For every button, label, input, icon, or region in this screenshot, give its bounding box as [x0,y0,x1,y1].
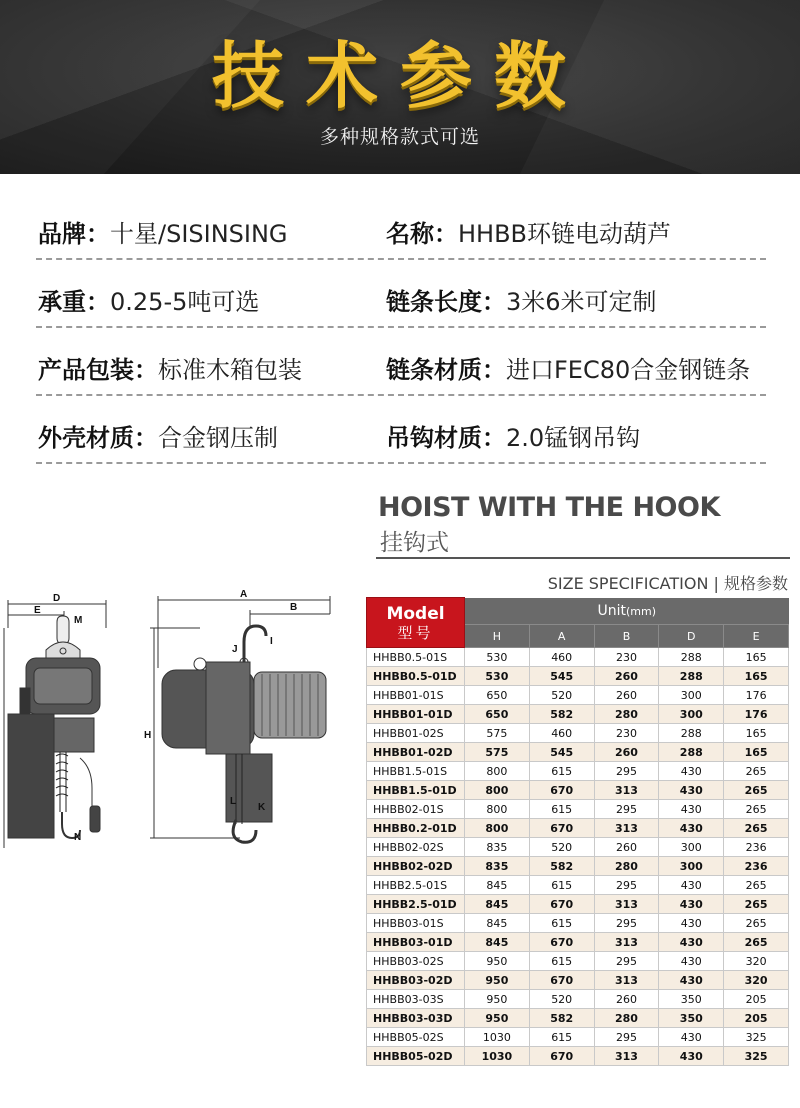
dimension-cell: 615 [529,762,594,781]
dimension-cell: 950 [465,952,530,971]
table-row [367,838,789,857]
dim-label-d: D [53,593,61,604]
section-divider [376,557,790,559]
model-cell: HHBB0.5-01D [367,667,465,686]
model-cell: HHBB01-01S [367,686,465,705]
dimension-cell: 800 [465,781,530,800]
table-row [367,971,789,990]
table-row [367,781,789,800]
dim-label-e: E [34,605,41,616]
dimension-cell: 545 [529,667,594,686]
table-row [367,1009,789,1028]
dim-label-a: A [240,589,248,600]
dimension-cell: 430 [659,952,724,971]
dimension-cell: 313 [594,819,659,838]
dimension-cell: 835 [465,857,530,876]
dimension-cell: 670 [529,971,594,990]
dimension-cell: 582 [529,705,594,724]
unit-header: Unit(mm) [465,598,789,625]
dimension-cell: 230 [594,648,659,667]
model-cell: HHBB03-02D [367,971,465,990]
size-spec-table [366,597,789,1066]
dimension-cell: 288 [659,667,724,686]
dimension-cell: 430 [659,800,724,819]
dimension-cell: 670 [529,819,594,838]
dimension-cell: 295 [594,762,659,781]
dimension-cell: 165 [724,743,789,762]
dimension-cell: 845 [465,895,530,914]
dimension-cell: 835 [465,838,530,857]
dimension-cell: 800 [465,762,530,781]
dimension-cell: 265 [724,819,789,838]
table-row [367,914,789,933]
dimension-cell: 430 [659,781,724,800]
dimension-cell: 670 [529,895,594,914]
dimension-cell: 582 [529,857,594,876]
spec-chain-material: 链条材质：进口FEC80合金钢链条 [386,356,751,384]
dimension-cell: 460 [529,724,594,743]
hoist-dimension-drawing [0,588,362,858]
dimension-cell: 530 [465,648,530,667]
dimension-cell: 545 [529,743,594,762]
dimension-cell: 260 [594,990,659,1009]
dimension-cell: 430 [659,895,724,914]
dimension-cell: 313 [594,971,659,990]
dimension-cell: 650 [465,686,530,705]
model-cell: HHBB03-03D [367,1009,465,1028]
dimension-cell: 313 [594,895,659,914]
dimension-cell: 670 [529,933,594,952]
dimension-cell: 265 [724,914,789,933]
section-subtitle: 挂钩式 [380,530,449,556]
spec-row [36,396,766,464]
dim-label-h: H [144,730,152,741]
model-header: Model 型号 [367,598,465,648]
table-row [367,819,789,838]
model-cell: HHBB2.5-01S [367,876,465,895]
table-row [367,990,789,1009]
dimension-cell: 430 [659,762,724,781]
table-row [367,895,789,914]
dimension-cell: 265 [724,781,789,800]
dimension-cell: 1030 [465,1028,530,1047]
dimension-cell: 845 [465,876,530,895]
model-cell: HHBB2.5-01D [367,895,465,914]
dimension-cell: 530 [465,667,530,686]
table-row [367,762,789,781]
dim-label-l: L [230,796,237,807]
dimension-cell: 615 [529,1028,594,1047]
side-view-drawing [150,596,330,842]
dimension-cell: 288 [659,724,724,743]
column-header: A [529,625,594,648]
column-header: B [594,625,659,648]
spec-row [36,328,766,396]
dimension-cell: 670 [529,1047,594,1066]
dimension-cell: 800 [465,800,530,819]
header-banner [0,0,800,174]
dim-label-n: N [74,832,82,843]
dimension-cell: 845 [465,933,530,952]
dimension-cell: 165 [724,648,789,667]
table-row [367,686,789,705]
dimension-cell: 950 [465,971,530,990]
dimension-cell: 670 [529,781,594,800]
table-row [367,1028,789,1047]
dimension-cell: 430 [659,819,724,838]
page-subtitle: 多种规格款式可选 [319,126,480,148]
dimension-cell: 165 [724,667,789,686]
dimension-cell: 460 [529,648,594,667]
front-view-drawing [4,600,106,848]
dimension-cell: 300 [659,705,724,724]
dimension-cell: 265 [724,762,789,781]
dimension-cell: 265 [724,876,789,895]
dim-label-j: J [232,644,238,655]
model-cell: HHBB03-01S [367,914,465,933]
table-row [367,800,789,819]
table-row [367,648,789,667]
spec-packaging: 产品包装：标准木箱包装 [38,356,302,384]
dimension-cell: 165 [724,724,789,743]
dimension-cell: 615 [529,876,594,895]
dimension-cell: 313 [594,933,659,952]
dimension-cell: 236 [724,857,789,876]
model-cell: HHBB05-02S [367,1028,465,1047]
table-row [367,876,789,895]
spec-hook-material: 吊钩材质：2.0锰钢吊钩 [386,424,641,452]
model-cell: HHBB1.5-01S [367,762,465,781]
dimension-cell: 295 [594,914,659,933]
spec-row [36,192,766,260]
dimension-cell: 230 [594,724,659,743]
dimension-cell: 430 [659,971,724,990]
dimension-cell: 320 [724,952,789,971]
dimension-cell: 295 [594,952,659,971]
dimension-cell: 295 [594,1028,659,1047]
model-cell: HHBB03-02S [367,952,465,971]
spec-chain-length: 链条长度：3米6米可定制 [386,288,657,316]
column-header: D [659,625,724,648]
dimension-cell: 430 [659,1028,724,1047]
dim-label-k: K [258,802,266,813]
spec-shell-material: 外壳材质：合金钢压制 [38,424,278,452]
dimension-cell: 313 [594,781,659,800]
dimension-cell: 325 [724,1047,789,1066]
dimension-cell: 575 [465,724,530,743]
dimension-cell: 260 [594,686,659,705]
model-cell: HHBB0.2-01D [367,819,465,838]
dimension-cell: 265 [724,933,789,952]
dimension-cell: 350 [659,990,724,1009]
dimension-cell: 350 [659,1009,724,1028]
table-row [367,667,789,686]
column-header: E [724,625,789,648]
dimension-cell: 288 [659,648,724,667]
table-row [367,743,789,762]
table-row [367,857,789,876]
model-cell: HHBB01-02S [367,724,465,743]
table-row [367,1047,789,1066]
model-cell: HHBB01-01D [367,705,465,724]
dimension-cell: 205 [724,1009,789,1028]
model-cell: HHBB1.5-01D [367,781,465,800]
dimension-cell: 430 [659,914,724,933]
dimension-cell: 288 [659,743,724,762]
dimension-cell: 950 [465,990,530,1009]
dimension-cell: 320 [724,971,789,990]
dimension-cell: 582 [529,1009,594,1028]
model-cell: HHBB02-02D [367,857,465,876]
table-row [367,952,789,971]
model-cell: HHBB03-03S [367,990,465,1009]
dim-label-b: B [290,602,298,613]
dimension-cell: 260 [594,743,659,762]
dim-label-m: M [74,615,83,626]
model-cell: HHBB01-02D [367,743,465,762]
dimension-cell: 615 [529,914,594,933]
section-title: HOIST WITH THE HOOK [378,492,720,523]
dimension-cell: 325 [724,1028,789,1047]
dimension-cell: 300 [659,686,724,705]
dimension-cell: 430 [659,933,724,952]
model-cell: HHBB02-01S [367,800,465,819]
dimension-cell: 265 [724,895,789,914]
dimension-cell: 176 [724,705,789,724]
dimension-cell: 260 [594,838,659,857]
dim-label-i: I [270,636,273,647]
dimension-cell: 280 [594,1009,659,1028]
dimension-cell: 950 [465,1009,530,1028]
dimension-cell: 260 [594,667,659,686]
spec-brand: 品牌：十星/SISINSING [38,220,288,248]
spec-row [36,260,766,328]
dimension-cell: 575 [465,743,530,762]
column-header: H [465,625,530,648]
model-cell: HHBB0.5-01S [367,648,465,667]
model-cell: HHBB05-02D [367,1047,465,1066]
page-title: 技术参数 [211,34,588,118]
dimension-cell: 650 [465,705,530,724]
dimension-cell: 520 [529,990,594,1009]
dimension-cell: 520 [529,686,594,705]
dimension-cell: 1030 [465,1047,530,1066]
model-cell: HHBB02-02S [367,838,465,857]
size-spec-label: SIZE SPECIFICATION | 规格参数 [547,574,788,593]
table-row [367,933,789,952]
model-cell: HHBB03-01D [367,933,465,952]
dimension-cell: 520 [529,838,594,857]
dimension-cell: 280 [594,857,659,876]
table-row [367,705,789,724]
dimension-cell: 300 [659,857,724,876]
dimension-cell: 295 [594,800,659,819]
spec-name: 名称：HHBB环链电动葫芦 [386,220,672,248]
dimension-cell: 430 [659,1047,724,1066]
dimension-cell: 176 [724,686,789,705]
dimension-cell: 615 [529,952,594,971]
dimension-cell: 800 [465,819,530,838]
dimension-cell: 430 [659,876,724,895]
dimension-cell: 236 [724,838,789,857]
dimension-cell: 265 [724,800,789,819]
dimension-cell: 313 [594,1047,659,1066]
dimension-cell: 845 [465,914,530,933]
dimension-cell: 295 [594,876,659,895]
dimension-cell: 300 [659,838,724,857]
dimension-cell: 205 [724,990,789,1009]
dimension-cell: 280 [594,705,659,724]
dimension-cell: 615 [529,800,594,819]
spec-capacity: 承重：0.25-5吨可选 [38,288,260,316]
table-row [367,724,789,743]
